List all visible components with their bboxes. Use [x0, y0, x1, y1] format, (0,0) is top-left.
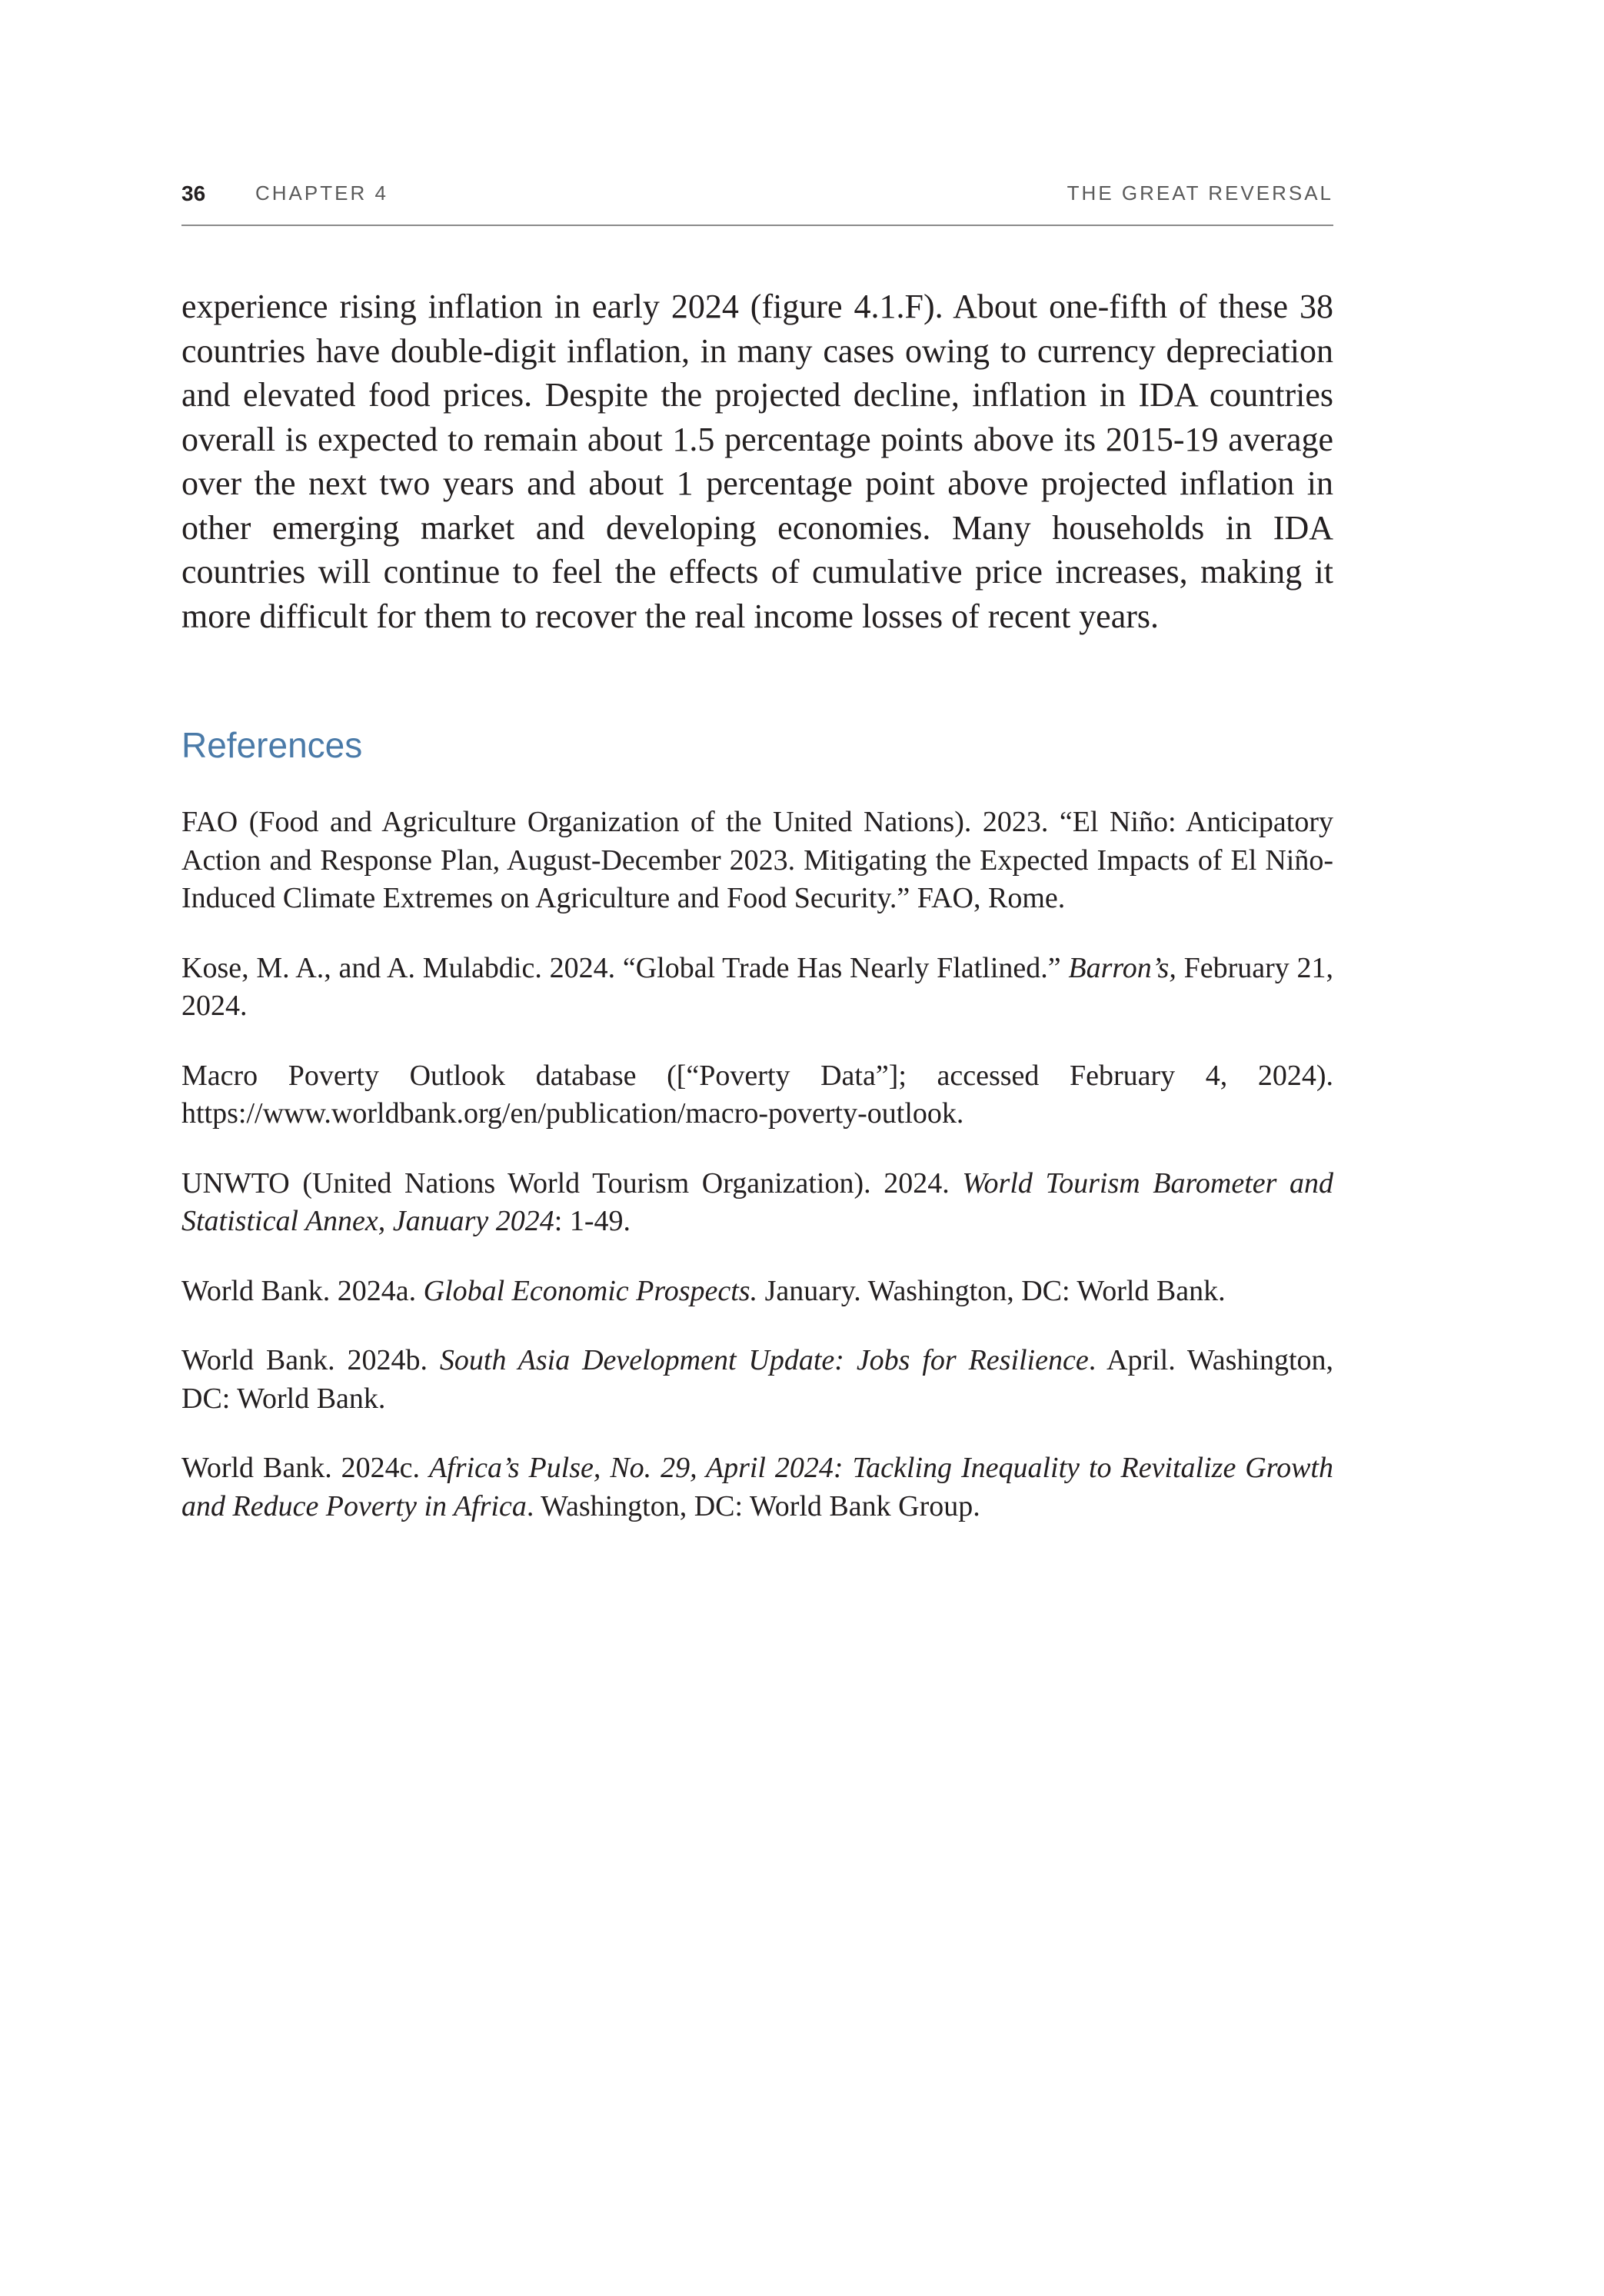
reference-item: FAO (Food and Agriculture Organization of the United Nations). 2023. “El Niño: Anticipatory Action and Response Plan, August-December 2023. Mitigating the Expected Impacts of El Niño-Induced Climate Extremes on Agriculture and Food Security.” FAO, Rome. [181, 806, 1333, 914]
chapter-label: CHAPTER 4 [255, 181, 388, 205]
references-heading: References [181, 725, 363, 765]
page-number: 36 [181, 181, 206, 205]
reference-item: Macro Poverty Outlook database ([“Poverty Data”]; accessed February 4, 2024). https://www.worldbank.org/en/publication/macro-poverty-outlook. [181, 1059, 1333, 1130]
book-title: THE GREAT REVERSAL [1067, 181, 1333, 205]
reference-item: World Bank. 2024a. Global Economic Prospects. January. Washington, DC: World Bank. [181, 1274, 1226, 1307]
running-header [181, 178, 1333, 226]
reference-item: UNWTO (United Nations World Tourism Organization). 2024. World Tourism Barometer and Statistical Annex, January 2024: 1-49. [181, 1166, 1334, 1237]
references-list [181, 804, 1333, 1557]
reference-item: Kose, M. A., and A. Mulabdic. 2024. “Global Trade Has Nearly Flatlined.” Barron’s, February 21, 2024. [181, 951, 1333, 1022]
body-paragraph: experience rising inflation in early 2024 (figure 4.1.F). About one-fifth of these 38 countries have double-digit inflation, in many cases owing to currency depreciation and elevated food prices. Despite the projected decline, inflation in IDA countries overall is expected to remain about 1.5 percentage points above its 2015-19 average over the next two years and about 1 percentage point above projected inflation in other emerging market and developing economies. Many households in IDA countries will continue to feel the effects of cumulative price increases, making it more difficult for them to recover the real income losses of recent years. [181, 288, 1333, 635]
reference-item: World Bank. 2024c. Africa’s Pulse, No. 29, April 2024: Tackling Inequality to Revitalize Growth and Reduce Poverty in Africa. Washington, DC: World Bank Group. [181, 1452, 1333, 1522]
reference-item: World Bank. 2024b. South Asia Development Update: Jobs for Resilience. April. Washington, DC: World Bank. [181, 1344, 1333, 1415]
